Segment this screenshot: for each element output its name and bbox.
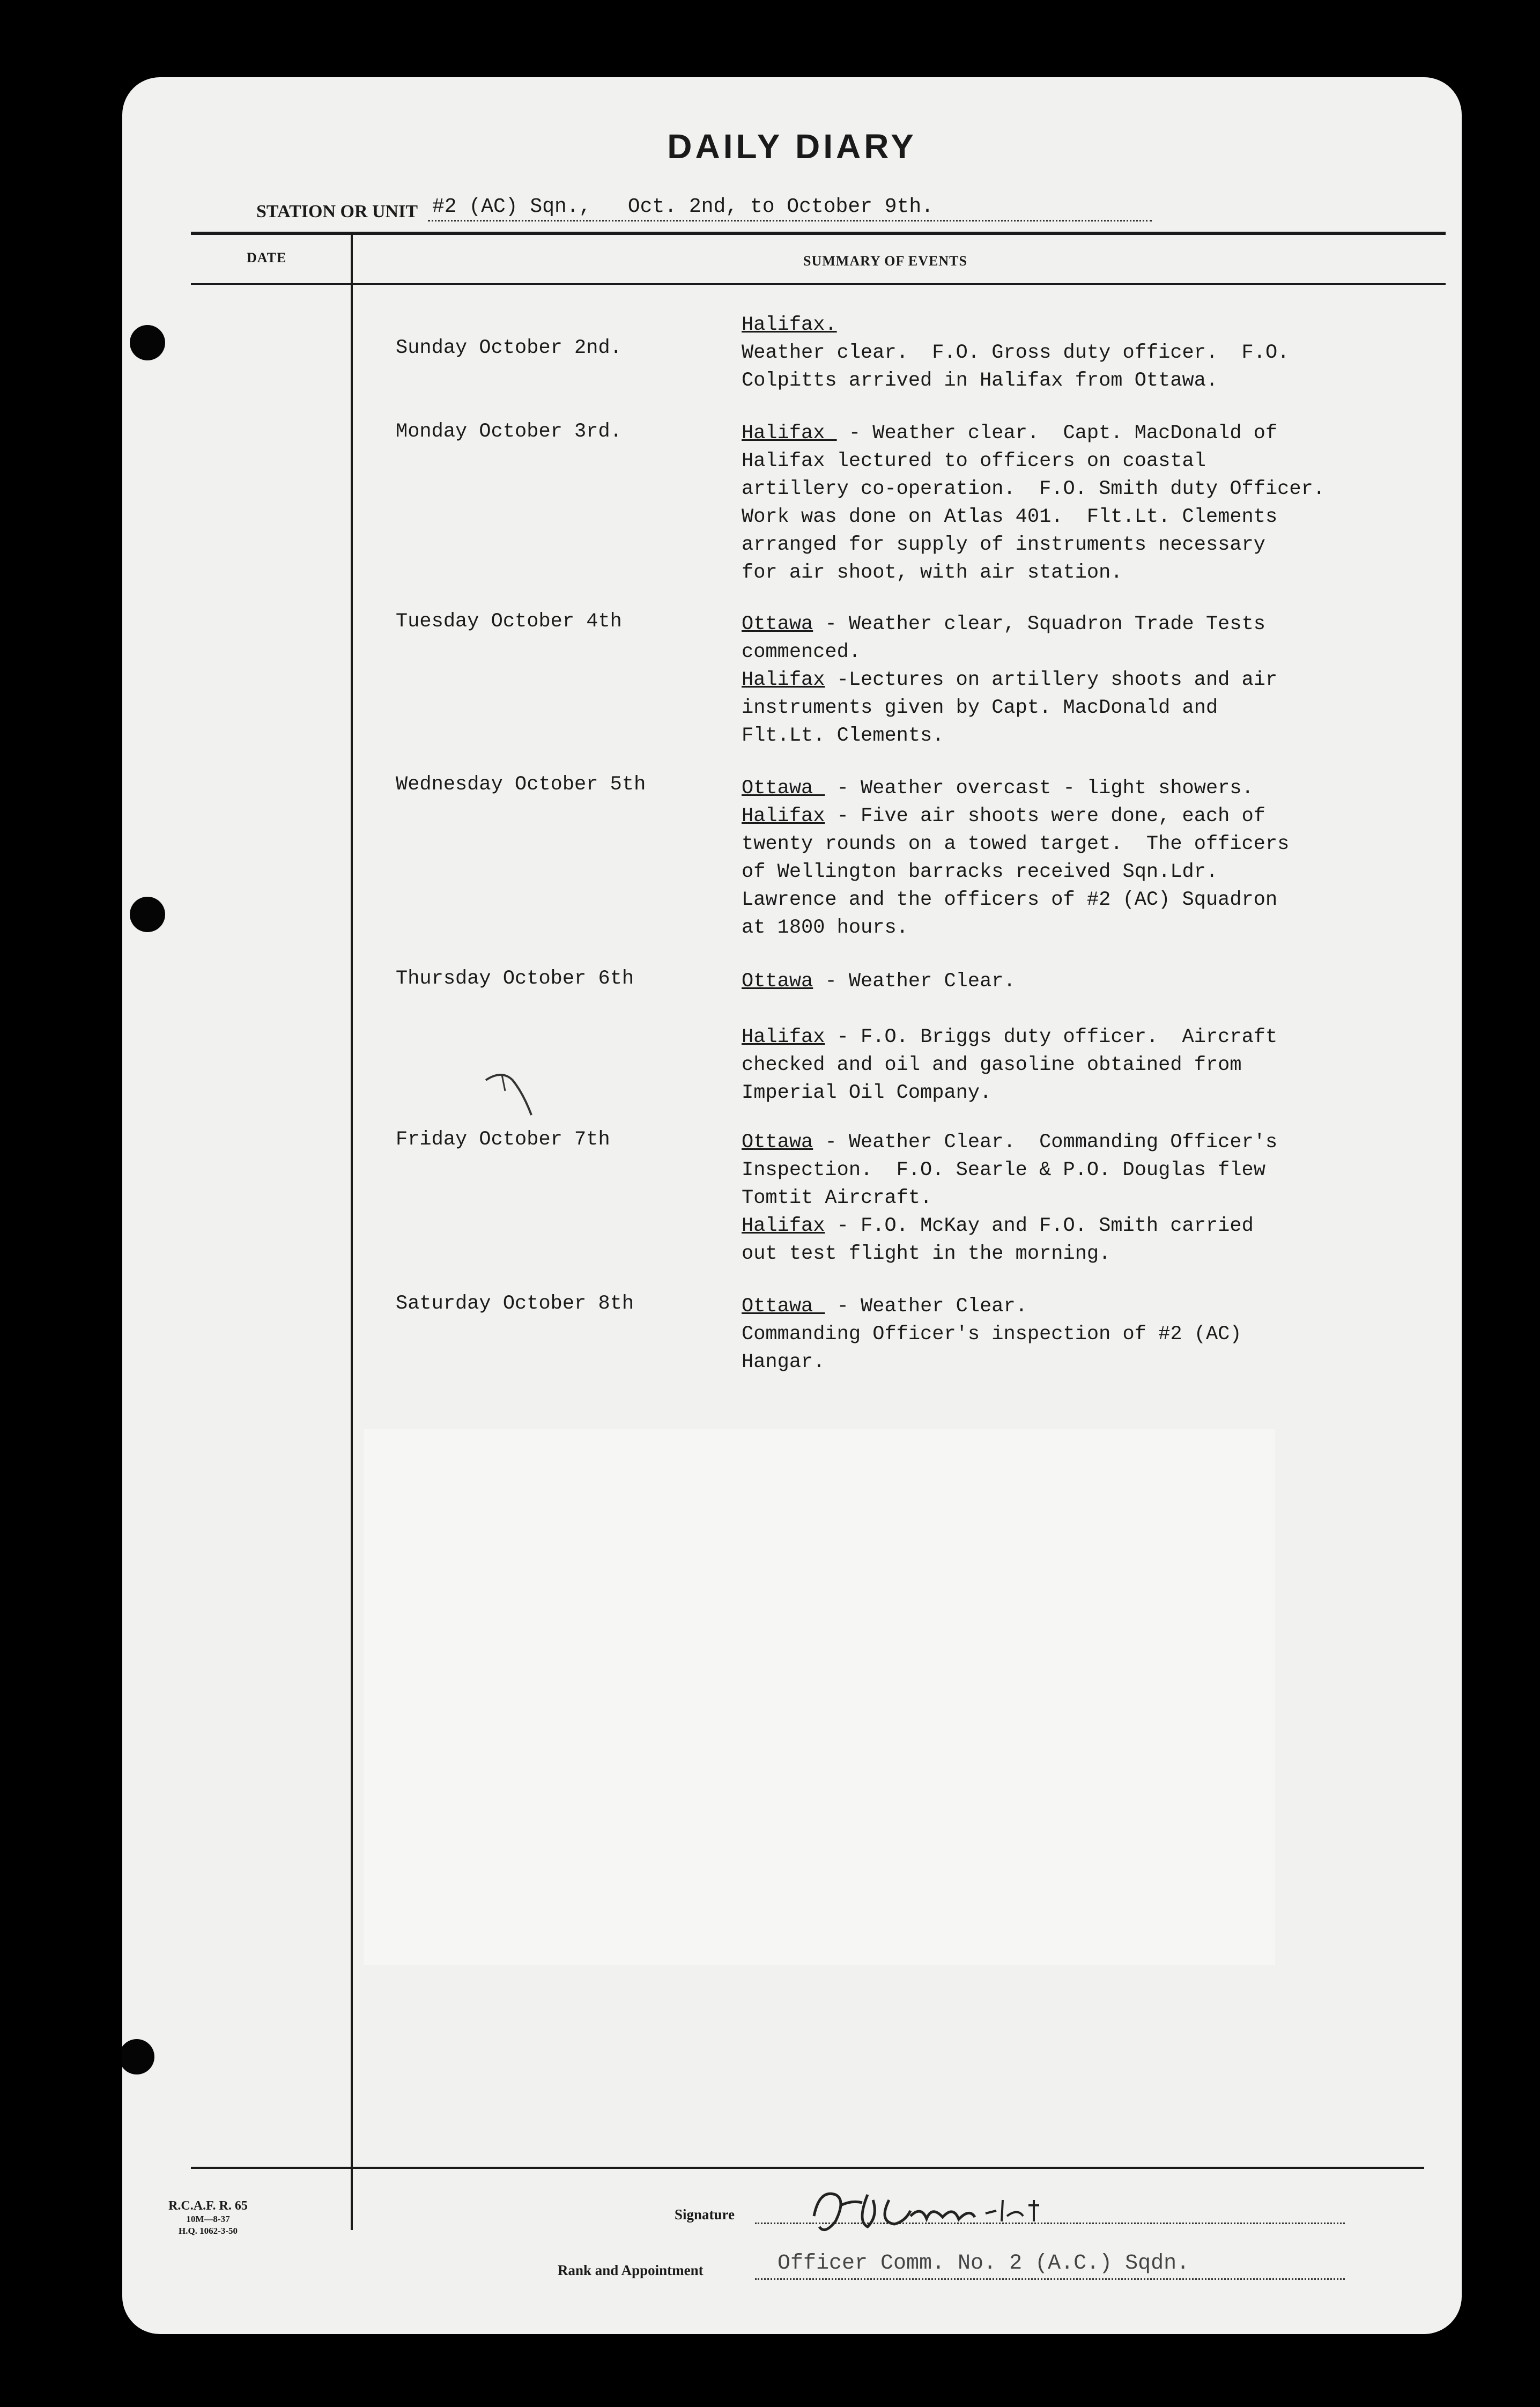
summary-line [742,559,1428,587]
summary-text: Imperial Oil Company. [742,1082,992,1104]
station-value: #2 (AC) Sqn., Oct. 2nd, to October 9th. [432,195,934,218]
summary-line [742,419,1428,447]
signature-label: Signature [675,2206,735,2223]
summary-text: Commanding Officer's inspection of #2 (AC) [742,1323,1242,1346]
location-label: Halifax. [742,314,837,336]
summary-line [742,1184,1428,1212]
location-label: Ottawa [742,1295,825,1318]
summary-text: Lawrence and the officers of #2 (AC) Squadron [742,889,1278,911]
summary-text: arranged for supply of instruments necessary [742,534,1265,556]
location-label: Halifax [742,669,825,691]
summary-text: of Wellington barracks received Sqn.Ldr. [742,861,1218,883]
location-label: Halifax [742,422,837,445]
station-label: STATION OR UNIT [256,202,418,221]
summary-line [742,531,1428,559]
location-label: Halifax [742,1026,825,1049]
summary-line [742,968,1428,995]
summary-line [742,1023,1428,1051]
summary-line [742,802,1428,830]
summary-text: - F.O. Briggs duty officer. Aircraft [825,1026,1278,1049]
entry-summary [742,1293,1428,1376]
summary-line [742,774,1428,802]
summary-line [742,1212,1428,1240]
summary-text: out test flight in the morning. [742,1243,1111,1265]
bleed-through-area [364,1429,1275,1965]
entry-date: Monday October 3rd. [396,420,622,443]
bottom-rule [191,2167,1424,2169]
location-label: Halifax [742,1215,825,1237]
summary-text: - Five air shoots were done, each of [825,805,1265,828]
page-title: DAILY DIARY [667,127,917,166]
summary-text: for air shoot, with air station. [742,562,1123,584]
entry-date: Wednesday October 5th [396,773,646,796]
entry-summary [742,1128,1428,1268]
summary-text: - Weather clear. Capt. MacDonald of [836,422,1278,445]
summary-line [742,311,1428,339]
summary-text: - Weather Clear. [813,970,1016,993]
handwritten-signature [803,2184,1136,2248]
form-print-code: 10M—8-37 [186,2214,230,2224]
entry-summary [742,610,1428,750]
entry-summary [742,311,1428,395]
summary-text: commenced. [742,641,861,663]
summary-line [742,1348,1428,1376]
summary-column-header: SUMMARY OF EVENTS [803,253,967,269]
punch-hole-icon [130,897,165,932]
station-dotted-line [428,220,1152,221]
summary-line [742,367,1428,395]
summary-text: -Lectures on artillery shoots and air [825,669,1278,691]
summary-text: Work was done on Atlas 401. Flt.Lt. Clements [742,506,1278,528]
summary-line [742,1240,1428,1268]
summary-text: - F.O. McKay and F.O. Smith carried [825,1215,1254,1237]
summary-text: - Weather overcast - light showers. [825,777,1254,800]
summary-text: Inspection. F.O. Searle & P.O. Douglas flew [742,1159,1265,1182]
punch-hole-icon [130,325,165,360]
summary-text: Weather clear. F.O. Gross duty officer. F.O. [742,342,1290,364]
summary-line [742,722,1428,750]
column-head-rule [191,283,1446,285]
form-number: R.C.A.F. R. 65 [168,2199,248,2213]
summary-line [742,886,1428,914]
summary-line [742,666,1428,694]
summary-line [742,694,1428,722]
entry-summary [742,774,1428,942]
summary-line [742,1079,1428,1107]
location-label: Ottawa [742,777,825,800]
entry-summary [742,968,1428,1107]
entry-date: Tuesday October 4th [396,610,622,633]
summary-text [742,998,753,1021]
summary-line [742,858,1428,886]
summary-text: Halifax lectured to officers on coastal [742,450,1206,472]
date-column-header: DATE [247,250,287,265]
summary-line [742,638,1428,666]
summary-line [742,610,1428,638]
summary-text: artillery co-operation. F.O. Smith duty Officer. [742,478,1325,500]
entry-summary [742,419,1428,587]
summary-line [742,995,1428,1023]
entry-date: Saturday October 8th [396,1293,634,1315]
summary-text: Colpitts arrived in Halifax from Ottawa. [742,370,1218,392]
diary-page [122,77,1462,2334]
summary-text: instruments given by Capt. MacDonald and [742,697,1218,719]
entry-date: Friday October 7th [396,1128,610,1151]
summary-line [742,475,1428,503]
rank-value: Officer Comm. No. 2 (A.C.) Sqdn. [778,2251,1190,2276]
column-divider [351,235,353,2230]
summary-text: checked and oil and gasoline obtained from [742,1054,1242,1076]
location-label: Ottawa [742,1131,813,1154]
summary-line [742,1128,1428,1156]
form-number-block [154,2199,262,2237]
location-label: Ottawa [742,970,813,993]
summary-text: Flt.Lt. Clements. [742,725,944,747]
summary-line [742,503,1428,531]
summary-text: at 1800 hours. [742,917,908,939]
location-label: Ottawa [742,613,813,636]
summary-line [742,830,1428,858]
entry-date: Thursday October 6th [396,968,634,990]
summary-text: - Weather Clear. [825,1295,1027,1318]
entry-date: Sunday October 2nd. [396,337,622,359]
summary-text: Hangar. [742,1351,825,1374]
header-rule [191,232,1446,235]
rank-dotted-line [755,2278,1345,2280]
summary-text: Tomtit Aircraft. [742,1187,932,1209]
location-label: Halifax [742,805,825,828]
form-print-code: H.Q. 1062-3-50 [178,2226,238,2236]
summary-line [742,914,1428,942]
punch-hole-icon [122,2039,154,2074]
summary-text: twenty rounds on a towed target. The officers [742,833,1290,855]
pencil-mark-icon [480,1064,545,1123]
summary-line [742,1293,1428,1320]
rank-label: Rank and Appointment [558,2262,704,2278]
summary-line [742,339,1428,367]
summary-line [742,1156,1428,1184]
summary-text: - Weather Clear. Commanding Officer's [813,1131,1278,1154]
summary-line [742,1051,1428,1079]
summary-text: - Weather clear, Squadron Trade Tests [813,613,1265,636]
summary-line [742,1320,1428,1348]
summary-line [742,447,1428,475]
